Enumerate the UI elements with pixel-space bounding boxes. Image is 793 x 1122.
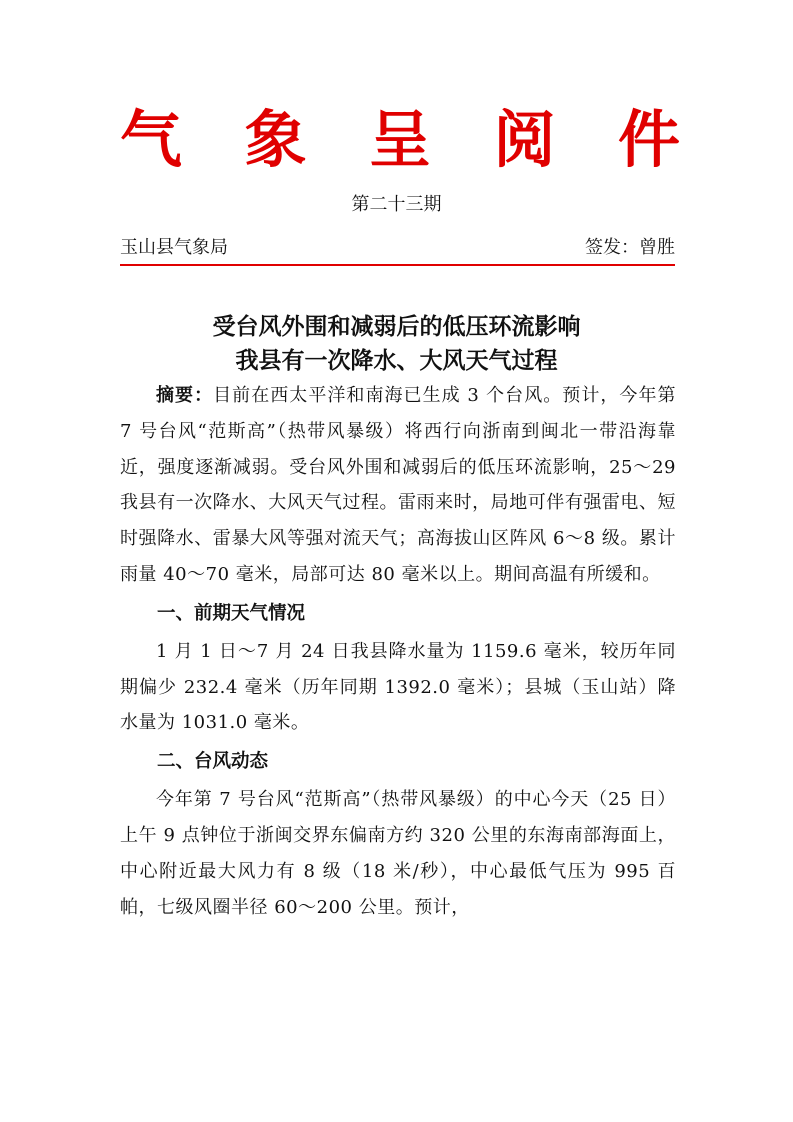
masthead-char-2: 象 xyxy=(244,103,307,176)
masthead-char-1: 气 xyxy=(120,103,183,176)
red-divider xyxy=(120,264,675,266)
document-title-line-2: 我县有一次降水、大风天气过程 xyxy=(235,348,558,374)
section-heading-prior-weather: 一、前期天气情况 xyxy=(157,602,306,624)
summary-paragraph xyxy=(120,378,676,593)
document-title-line-1: 受台风外围和减弱后的低压环流影响 xyxy=(212,314,581,340)
section-text-typhoon: 今年第 7 号台风“范斯高”（热带风暴级）的中心今天（25 日）上午 9 点钟位于浙闽交界东偏南方约 320 公里的东海南部海面上，中心附近最大风力有 8 级（18 米/秒），中心最低气压为 995 百帕，七级风圈半径 60～200 公里。预计， xyxy=(120,789,676,918)
masthead-char-5: 件 xyxy=(617,103,680,176)
summary-label: 摘要： xyxy=(156,385,214,406)
summary-text: 目前在西太平洋和南海已生成 3 个台风。预计，今年第 7 号台风“范斯高”（热带风暴级）将西行向浙南到闽北一带沿海靠近，强度逐渐减弱。受台风外围和减弱后的低压环流影响，25～29 我县有一次降水、大风天气过程。雷雨来时，局地可伴有强雷电、短时强降水、雷暴大风等强对流天气；高海拔山区阵风 6～8 级。累计雨量 40～70 毫米，局部可达 80 毫米以上。期间高温有所缓和。 xyxy=(120,385,676,585)
masthead-char-4: 阅 xyxy=(493,103,556,176)
issue-number: 第二十三期 xyxy=(351,194,442,215)
signed-by: 签发：曾胜 xyxy=(585,237,675,258)
masthead xyxy=(120,100,680,180)
issuing-org: 玉山县气象局 xyxy=(120,237,228,258)
section-heading-typhoon: 二、台风动态 xyxy=(157,751,269,773)
section-text-prior-weather: 1 月 1 日～7 月 24 日我县降水量为 1159.6 毫米，较历年同期偏少 232.4 毫米（历年同期 1392.0 毫米）；县城（玉山站）降水量为 1031.0 毫米。 xyxy=(120,640,676,734)
meta-row xyxy=(120,231,675,261)
masthead-char-3: 呈 xyxy=(368,103,431,176)
document-body xyxy=(120,378,676,925)
